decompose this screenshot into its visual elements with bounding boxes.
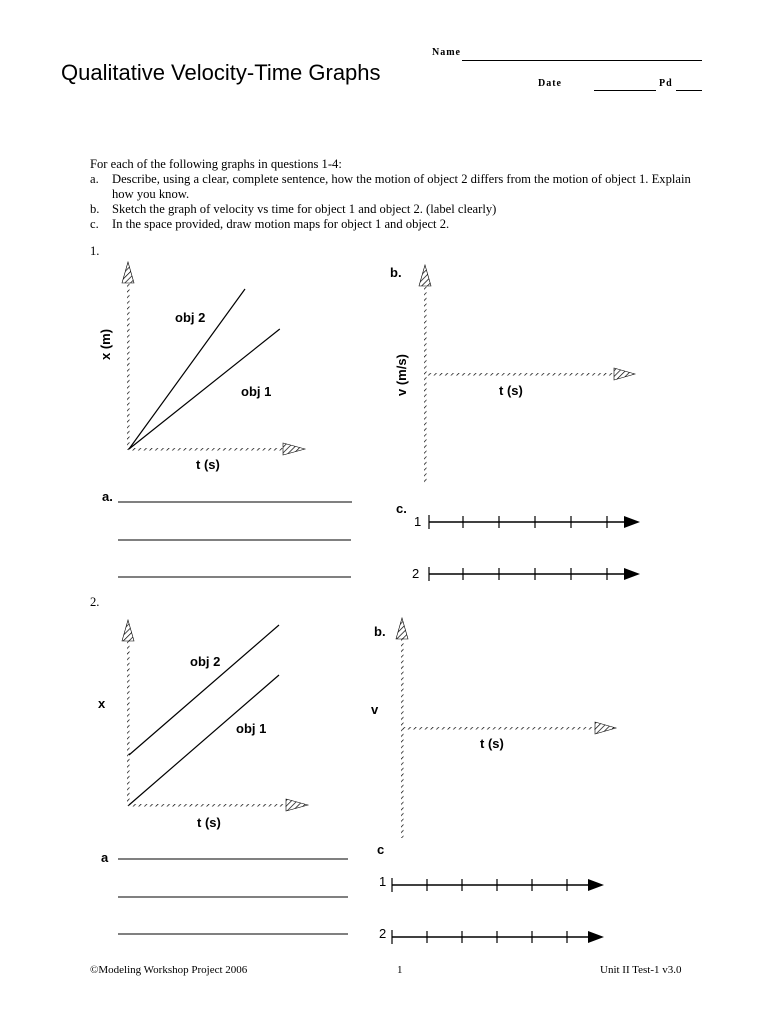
q1-motion-map-1[interactable] <box>429 515 640 529</box>
q2-velocity-axes <box>396 618 616 838</box>
date-label: Date <box>538 78 562 89</box>
q2-t-axis-label: t (s) <box>197 815 221 830</box>
q2-velocity-t-label: t (s) <box>480 736 504 751</box>
question-1-number: 1. <box>90 244 100 258</box>
footer-page-number: 1 <box>397 964 403 976</box>
q2-motion-map-2-label: 2 <box>379 926 387 941</box>
q1-obj2-label: obj 2 <box>175 310 206 325</box>
q1-velocity-t-label: t (s) <box>499 383 523 398</box>
q1-part-b-label: b. <box>390 265 402 280</box>
q2-part-a-label: a <box>101 850 109 865</box>
question-2-number: 2. <box>90 595 100 609</box>
q1-part-a-label: a. <box>102 489 113 504</box>
q2-part-c-label: c <box>377 842 385 857</box>
q1-motion-map-2[interactable] <box>429 567 640 581</box>
q2-position-lines <box>129 625 279 805</box>
instruction-text: In the space provided, draw motion maps for object 1 and object 2. <box>112 217 450 231</box>
q2-motion-map-1[interactable] <box>392 878 604 892</box>
instructions-intro: For each of the following graphs in questions 1-4: <box>90 157 342 171</box>
page-title: Qualitative Velocity-Time Graphs <box>61 60 381 85</box>
q1-motion-map-1-label: 1 <box>414 514 422 529</box>
q1-answer-lines[interactable] <box>118 502 352 577</box>
q2-x-axis-label: x <box>98 696 106 711</box>
q2-position-axes <box>122 620 308 811</box>
q1-velocity-axes <box>419 265 635 483</box>
footer-copyright: ©Modeling Workshop Project 2006 <box>90 964 248 976</box>
q1-motion-map-2-label: 2 <box>412 566 420 581</box>
q2-v-axis-label: v <box>371 702 379 717</box>
q2-motion-map-1-label: 1 <box>379 874 387 889</box>
q1-x-axis-label: x (m) <box>98 328 113 360</box>
q1-v-axis-label: v (m/s) <box>394 354 409 396</box>
instruction-marker: b. <box>90 202 100 216</box>
q1-t-axis-label: t (s) <box>196 457 220 472</box>
q2-answer-lines[interactable] <box>118 859 348 934</box>
footer-unit: Unit II Test-1 v3.0 <box>600 964 682 976</box>
q1-position-axes <box>122 262 305 455</box>
name-label: Name <box>432 47 461 58</box>
instruction-marker: c. <box>90 217 99 231</box>
q2-part-b-label: b. <box>374 624 386 639</box>
instruction-marker: a. <box>90 172 99 186</box>
instruction-text: Sketch the graph of velocity vs time for object 1 and object 2. (label clearly) <box>112 202 497 216</box>
q1-obj1-label: obj 1 <box>241 384 272 399</box>
q2-obj1-label: obj 1 <box>236 721 267 736</box>
q1-part-c-label: c. <box>396 501 407 516</box>
q2-motion-map-2[interactable] <box>392 930 604 944</box>
q2-obj2-label: obj 2 <box>190 654 221 669</box>
instruction-text: Describe, using a clear, complete sentence, how the motion of object 2 differs from the motion of object 1. Explain how you know. <box>112 172 691 201</box>
q2-line-obj1 <box>129 675 279 805</box>
period-label: Pd <box>659 78 673 89</box>
